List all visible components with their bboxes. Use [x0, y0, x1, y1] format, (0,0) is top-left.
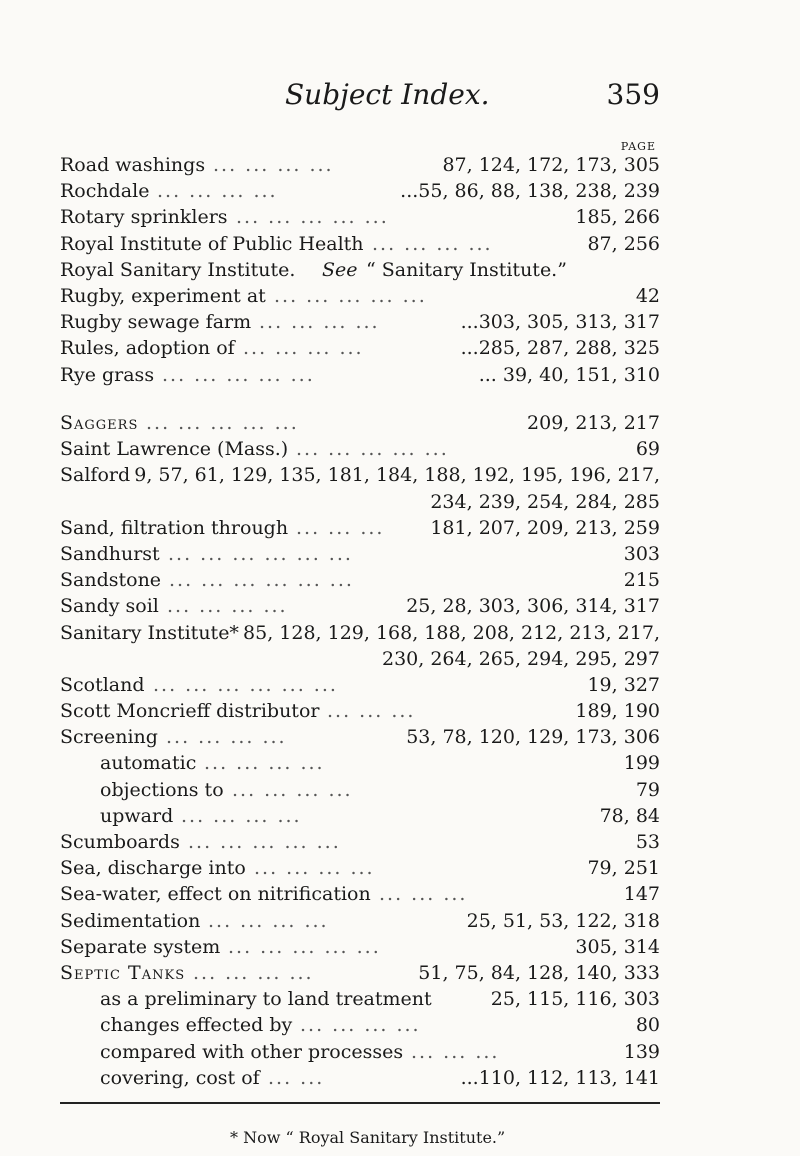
index-pages: ...110, 112, 113, 141: [460, 1066, 660, 1089]
page-header: [0, 78, 800, 118]
index-pages: 87, 256: [587, 232, 660, 255]
index-pages: 87, 124, 172, 173, 305: [442, 154, 660, 176]
index-entry: [60, 204, 660, 230]
leader-dots: ... ... ... ...: [181, 804, 302, 827]
index-entry: [60, 803, 660, 829]
index-term: covering, cost of: [100, 1066, 260, 1089]
index-pages: 181, 207, 209, 213, 259: [430, 516, 660, 539]
index-term: Scotland: [60, 673, 145, 696]
index-entry: [60, 257, 660, 283]
index-term: Saggers: [60, 412, 139, 434]
index-entry: [60, 908, 660, 934]
index-entry: [60, 646, 660, 672]
index-pages: 42: [635, 284, 660, 307]
index-term: Rotary sprinklers: [60, 206, 228, 229]
index-entry: [60, 986, 660, 1012]
index-entry: [60, 309, 660, 335]
index-term: as a preliminary to land treatment: [100, 988, 432, 1011]
index-term: Road washings: [60, 154, 206, 176]
index-term: upward: [100, 804, 174, 827]
index-entry: [60, 777, 660, 803]
index-term: Scott Moncrieff distributor: [60, 700, 320, 723]
page-column-label: PAGE: [620, 140, 656, 153]
index-entry: [60, 1039, 660, 1065]
index-entry: [60, 620, 660, 646]
index-term: Sandhurst: [60, 542, 160, 565]
index-pages: 79, 251: [587, 857, 660, 880]
index-term: Sea-water, effect on nitrification: [60, 883, 371, 906]
leader-dots: ... ... ... ... ...: [228, 935, 381, 958]
index-term: Sand, filtration through: [60, 516, 289, 539]
leader-dots: ... ... ... ... ...: [296, 438, 449, 461]
index-pages: 305, 314: [575, 935, 660, 958]
index-pages: 53, 78, 120, 129, 173, 306: [406, 726, 660, 749]
leader-dots: ... ... ... ... ...: [188, 831, 341, 853]
index-section-r: [60, 152, 660, 388]
index-entry: [60, 724, 660, 750]
index-pages: 53: [635, 831, 660, 853]
index-entry: [60, 750, 660, 776]
index-pages: 19, 327: [587, 673, 660, 696]
index-entry: [60, 178, 660, 204]
index-entry: [60, 934, 660, 960]
index-term: Rye grass: [60, 363, 155, 386]
index-entry: [60, 231, 660, 257]
index-term: Sedimentation: [60, 909, 201, 932]
index-pages: 303: [623, 542, 660, 565]
index-entry: [60, 593, 660, 619]
index-pages: 78, 84: [599, 804, 660, 827]
leader-dots: ... ... ... ...: [157, 180, 278, 203]
index-term: Screening: [60, 726, 158, 749]
index-entry: [60, 829, 660, 855]
running-title: Subject Index.: [285, 78, 490, 111]
index-term: Sanitary Institute*: [60, 621, 239, 644]
leader-dots: ... ... ...: [379, 883, 468, 906]
see-reference: See: [322, 258, 358, 281]
leader-dots: ... ... ... ... ...: [146, 412, 299, 434]
index-entry: [60, 410, 660, 436]
index-term: Rules, adoption of: [60, 337, 235, 360]
leader-dots: ... ... ... ... ... ...: [168, 542, 353, 565]
leader-dots: ... ... ... ...: [193, 961, 314, 984]
index-entry: [60, 541, 660, 567]
index-pages: 215: [623, 569, 660, 592]
index-term: Separate system: [60, 935, 221, 958]
index-entry: [60, 436, 660, 462]
leader-dots: ... ... ... ...: [232, 778, 353, 801]
index-pages: 25, 28, 303, 306, 314, 317: [406, 595, 660, 618]
leader-dots: ... ... ... ...: [254, 857, 375, 880]
index-pages: ...303, 305, 313, 317: [460, 311, 660, 334]
index-pages: 85, 128, 129, 168, 188, 208, 212, 213, 217,: [243, 621, 660, 644]
index-pages: 25, 51, 53, 122, 318: [466, 909, 660, 932]
index-term: Sandstone: [60, 569, 162, 592]
index-term: Sea, discharge into: [60, 857, 246, 880]
index-entry: [60, 515, 660, 541]
leader-dots: ... ... ...: [411, 1040, 500, 1063]
index-term: objections to: [100, 778, 224, 801]
leader-dots: ... ... ...: [296, 516, 385, 539]
index-pages: 147: [623, 883, 660, 906]
leader-dots: ... ... ... ...: [166, 726, 287, 749]
leader-dots: ... ... ... ...: [213, 154, 334, 176]
index-term: Salford: [60, 464, 131, 487]
leader-dots: ... ... ... ...: [300, 1014, 421, 1037]
index-entry: [60, 855, 660, 881]
leader-dots: ... ... ... ... ... ...: [169, 569, 354, 592]
index-entry: [60, 698, 660, 724]
index-pages: 189, 190: [575, 700, 660, 723]
index-pages: ...55, 86, 88, 138, 238, 239: [400, 180, 660, 203]
leader-dots: ... ... ... ... ...: [162, 363, 315, 386]
index-pages: 79: [635, 778, 660, 801]
index-term: Royal Sanitary Institute.: [60, 258, 296, 281]
index-entry: [60, 1012, 660, 1038]
leader-dots: ... ... ... ... ...: [236, 206, 389, 229]
index-entry: [60, 152, 660, 178]
index-term: Royal Institute of Public Health: [60, 232, 364, 255]
index-pages: 69: [635, 438, 660, 461]
index-entry: [60, 489, 660, 515]
index-term: Rugby, experiment at: [60, 284, 266, 307]
index-entry: [60, 881, 660, 907]
index-term: Rugby sewage farm: [60, 311, 252, 334]
index-pages: 9, 57, 61, 129, 135, 181, 184, 188, 192, 195, 196, 217,: [134, 464, 660, 487]
index-term: Saint Lawrence (Mass.): [60, 438, 289, 461]
index-entry: [60, 1065, 660, 1091]
index-pages: “ Sanitary Institute.”: [366, 258, 567, 281]
index-term: Rochdale: [60, 180, 150, 203]
leader-dots: ... ... ... ...: [372, 232, 493, 255]
index-pages: 234, 239, 254, 284, 285: [430, 490, 660, 513]
index-pages: ...285, 287, 288, 325: [460, 337, 660, 360]
index-entry: [60, 960, 660, 986]
leader-dots: ... ... ... ...: [204, 752, 325, 775]
leader-dots: ... ... ... ...: [259, 311, 380, 334]
index-pages: 185, 266: [575, 206, 660, 229]
leader-dots: ... ... ... ...: [243, 337, 364, 360]
index-entry: [60, 567, 660, 593]
leader-dots: ... ... ... ... ... ...: [153, 673, 338, 696]
index-pages: 51, 75, 84, 128, 140, 333: [418, 961, 660, 984]
index-entry: [60, 283, 660, 309]
leader-dots: ... ... ... ...: [208, 909, 329, 932]
index-term: changes effected by: [100, 1014, 293, 1037]
index-section-s: [60, 410, 660, 1091]
index-pages: 80: [635, 1014, 660, 1037]
index-entry: [60, 362, 660, 388]
index-pages: 139: [623, 1040, 660, 1063]
page-number: 359: [606, 78, 660, 111]
index-term: compared with other processes: [100, 1040, 404, 1063]
index-entry: [60, 462, 660, 488]
index-term: Septic Tanks: [60, 961, 186, 984]
index-pages: 209, 213, 217: [527, 412, 660, 434]
index-term: Sandy soil: [60, 595, 159, 618]
index-entry: [60, 335, 660, 361]
leader-dots: ... ... ...: [327, 700, 416, 723]
index-entry: [60, 672, 660, 698]
index-pages: 230, 264, 265, 294, 295, 297: [382, 647, 660, 670]
leader-dots: ... ... ... ... ...: [274, 284, 427, 307]
index-pages: 199: [623, 752, 660, 775]
leader-dots: ... ...: [268, 1066, 325, 1089]
index-term: Scumboards: [60, 831, 180, 853]
index-pages: 25, 115, 116, 303: [490, 988, 660, 1011]
index-pages: ... 39, 40, 151, 310: [478, 363, 660, 386]
footnote: * Now “ Royal Sanitary Institute.”: [230, 1128, 506, 1147]
index-term: automatic: [100, 752, 197, 775]
leader-dots: ... ... ... ...: [167, 595, 288, 618]
footnote-rule: [60, 1102, 660, 1104]
